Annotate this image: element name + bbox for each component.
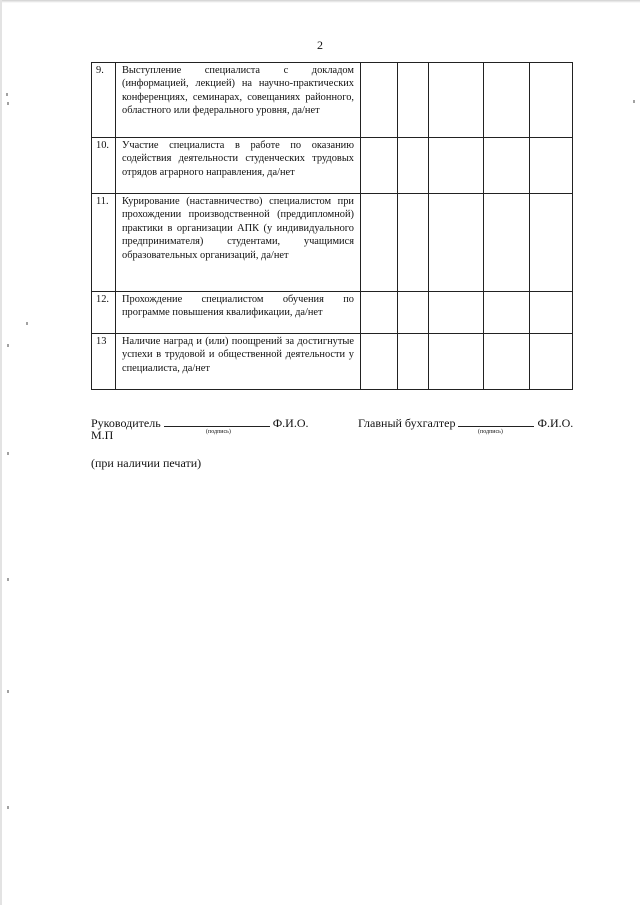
value-cell: [361, 292, 398, 334]
row-description: Прохождение специалистом обучения по программе повышения квалификации, да/нет: [116, 292, 361, 334]
scan-speck: [633, 100, 635, 103]
value-cell: [484, 63, 530, 138]
table-row: [92, 138, 573, 194]
row-description: Наличие наград и (или) поощрений за достигнутые успехи в трудовой и общественной деятельности у специалиста, да/нет: [116, 334, 361, 390]
value-cell: [484, 194, 530, 292]
accountant-signature-blank: [458, 415, 534, 427]
value-cell: [429, 63, 484, 138]
value-cell: [361, 63, 398, 138]
row-number: 10.: [92, 138, 116, 194]
value-cell: [398, 63, 429, 138]
scan-speck: [7, 344, 9, 347]
row-number: 11.: [92, 194, 116, 292]
accountant-signature-line: [358, 415, 573, 431]
value-cell: [530, 63, 573, 138]
value-cell: [361, 334, 398, 390]
value-cell: [530, 292, 573, 334]
seal-note: (при наличии печати): [91, 456, 202, 470]
head-label: Руководитель: [91, 416, 161, 430]
scan-speck: [26, 322, 28, 325]
row-number: 13: [92, 334, 116, 390]
value-cell: [361, 138, 398, 194]
value-cell: [361, 194, 398, 292]
head-fio: Ф.И.О.: [272, 416, 309, 430]
value-cell: [530, 334, 573, 390]
value-cell: [398, 194, 429, 292]
value-cell: [530, 194, 573, 292]
scan-speck: [7, 452, 9, 455]
value-cell: [429, 138, 484, 194]
table-row: [92, 292, 573, 334]
scan-edge-top: [0, 0, 640, 3]
value-cell: [484, 292, 530, 334]
value-cell: [530, 138, 573, 194]
scan-speck: [7, 102, 9, 105]
table-row: [92, 334, 573, 390]
accountant-label: Главный бухгалтер: [358, 416, 456, 430]
value-cell: [429, 292, 484, 334]
page-number: 2: [317, 38, 323, 52]
accountant-fio: Ф.И.О.: [537, 416, 574, 430]
head-signature-caption: (подпись): [206, 429, 231, 435]
row-number: 9.: [92, 63, 116, 138]
scan-speck: [7, 690, 9, 693]
head-signature-line: [91, 415, 309, 431]
value-cell: [429, 194, 484, 292]
row-description: Курирование (наставничество) специалистом при прохождении производственной (преддипломной) практики в организации АПК (у индивидуального предпринимателя) студентами, учащимися образовательных организаций, да/нет: [116, 194, 361, 292]
value-cell: [398, 292, 429, 334]
row-description: Участие специалиста в работе по оказанию содействия деятельности студенческих трудовых отрядов аграрного направления, да/нет: [116, 138, 361, 194]
criteria-table: [91, 62, 573, 390]
value-cell: [484, 138, 530, 194]
row-description: Выступление специалиста с докладом (информацией, лекцией) на научно-практических конференциях, семинарах, совещаниях районного, областного или федерального уровня, да/нет: [116, 63, 361, 138]
accountant-signature-caption: (подпись): [478, 429, 503, 435]
scan-speck: [7, 806, 9, 809]
scan-speck: [7, 578, 9, 581]
value-cell: [429, 334, 484, 390]
row-number: 12.: [92, 292, 116, 334]
head-signature-blank: [164, 415, 270, 427]
scan-edge-left: [0, 0, 2, 905]
table-row: [92, 194, 573, 292]
value-cell: [398, 138, 429, 194]
seal-place-label: М.П: [91, 428, 114, 442]
value-cell: [398, 334, 429, 390]
table-row: [92, 63, 573, 138]
scan-speck: [6, 93, 8, 96]
value-cell: [484, 334, 530, 390]
